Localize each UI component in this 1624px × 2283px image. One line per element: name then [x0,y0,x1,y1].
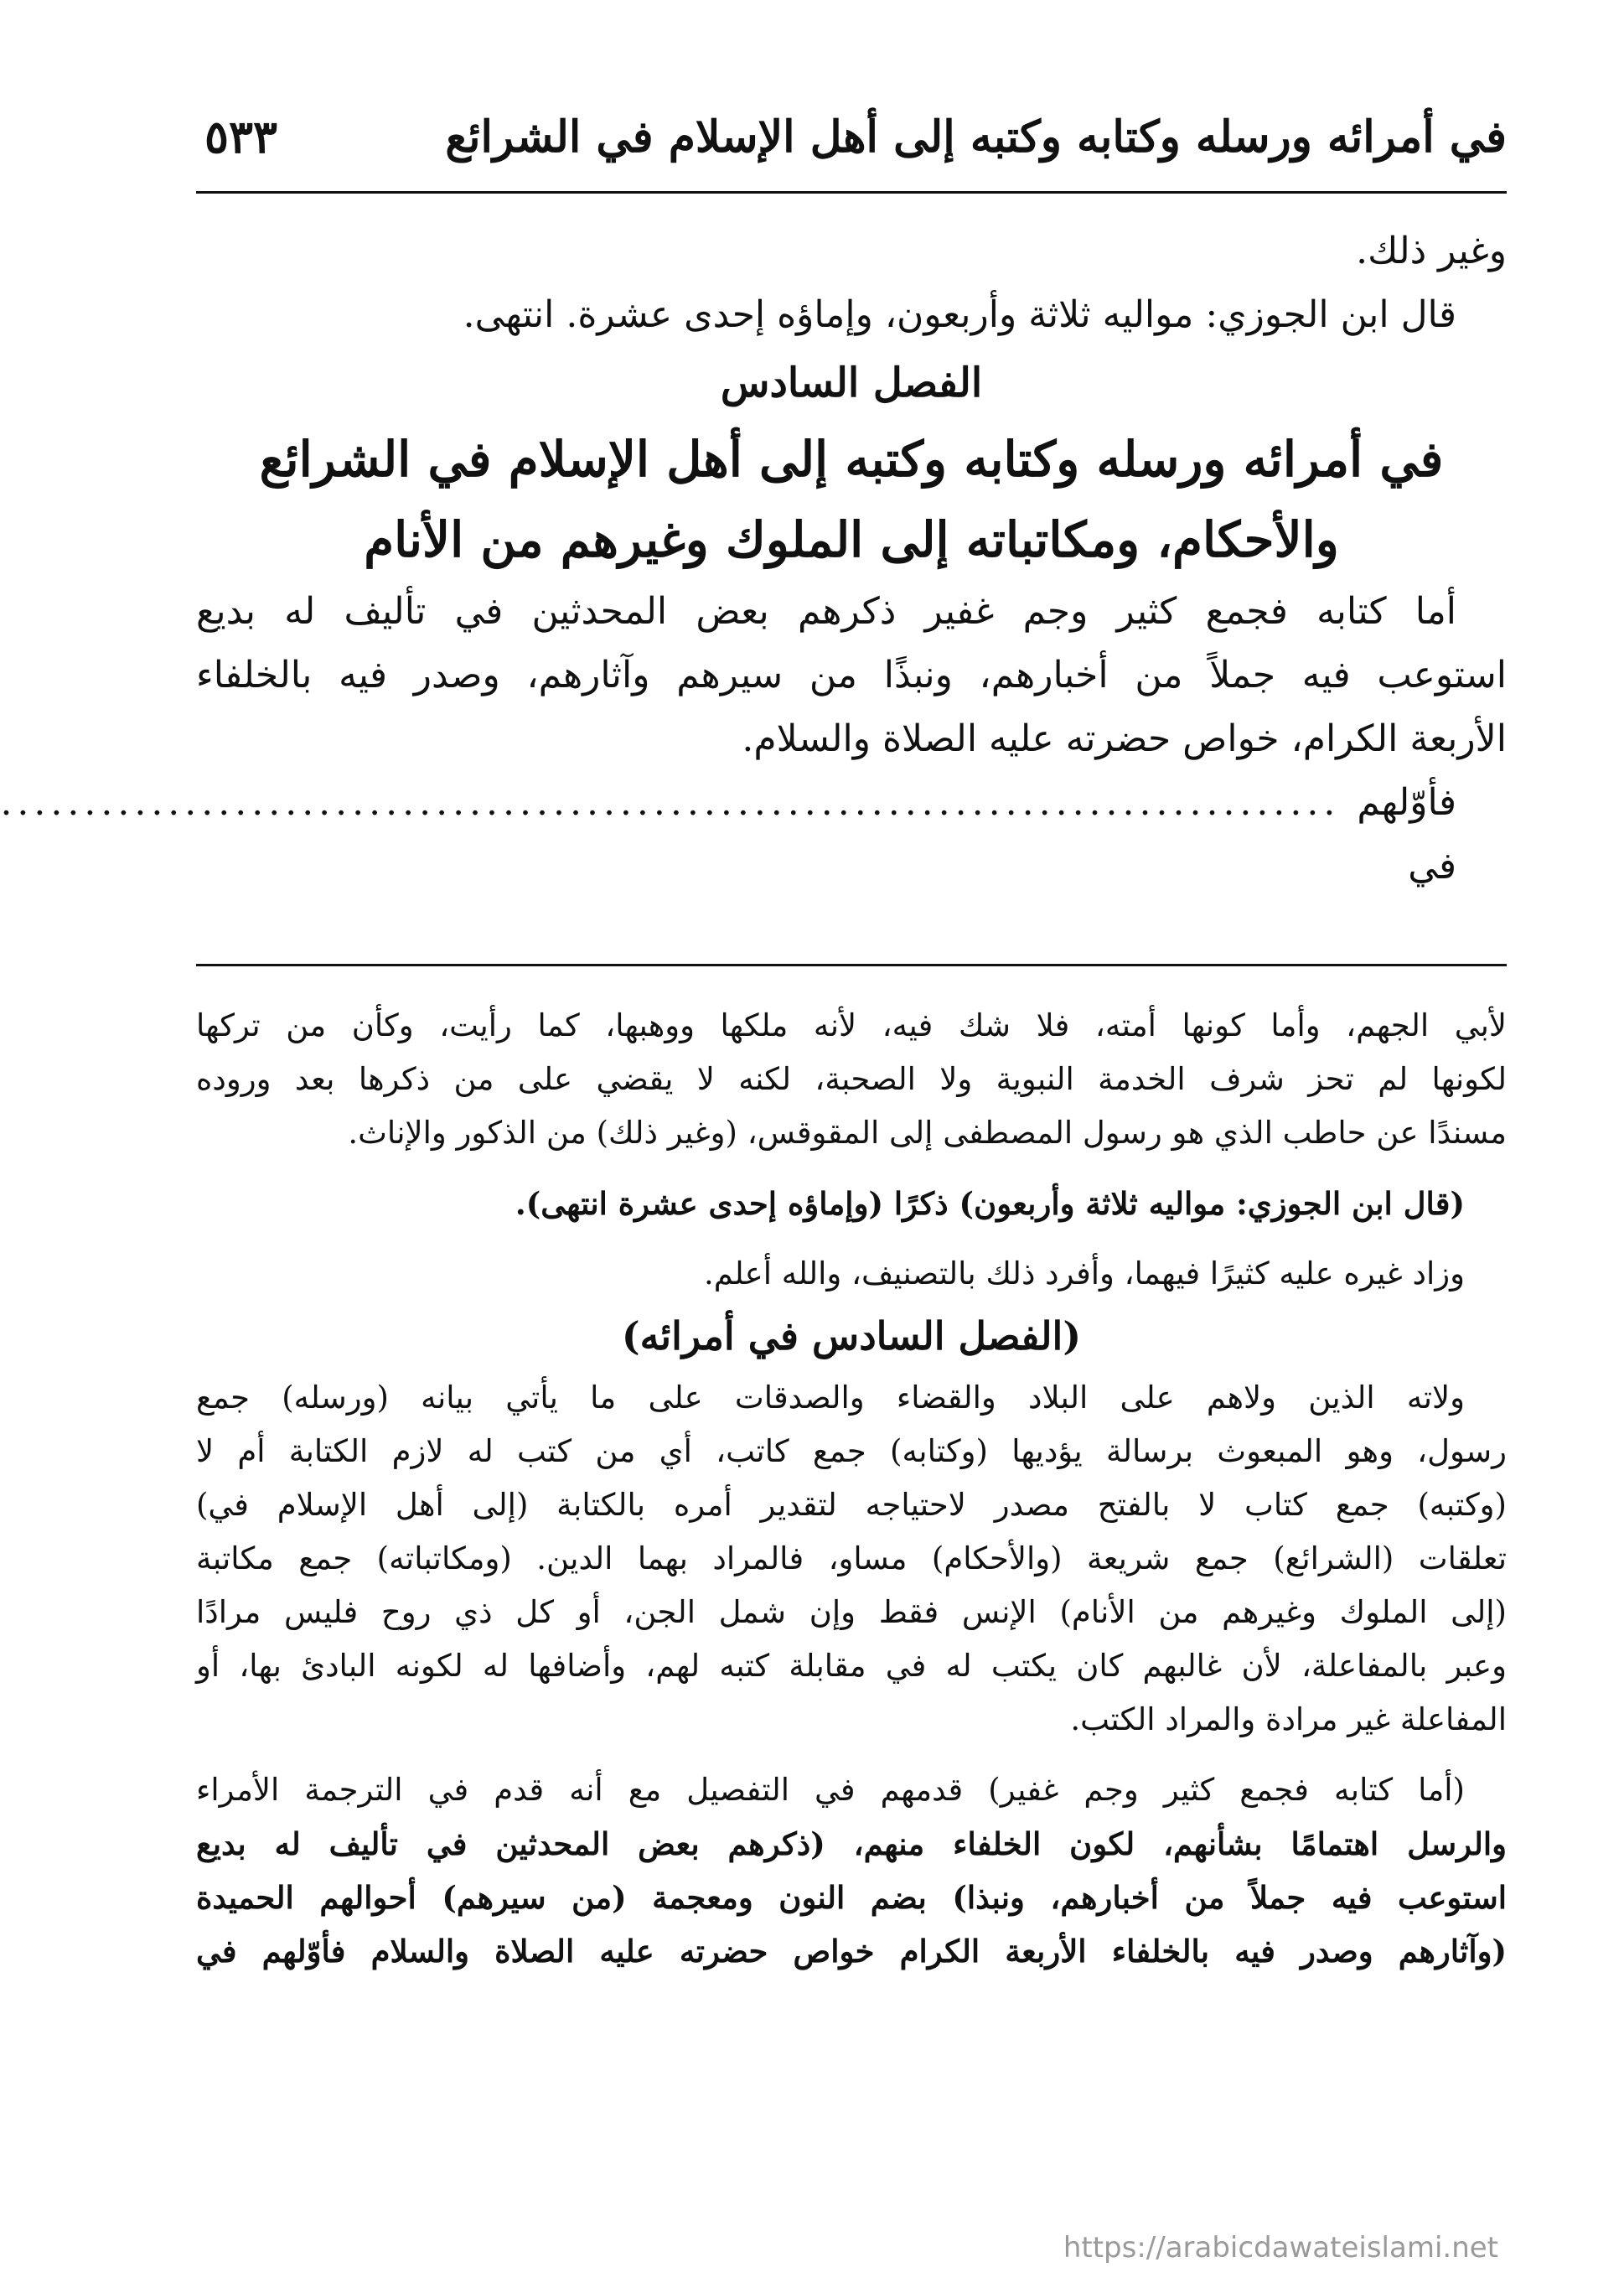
main-line-1: وغير ذلك. [1356,230,1507,272]
chapter-title: الفصل السادس [720,360,983,406]
paragraph-line-3: الأربعة الكرام، خواص حضرته عليه الصلاة والسلام. [742,717,1507,760]
paragraph-line-2: استوعب فيه جملاً من أخبارهم، ونبذًا من سيرهم وآثارهم، وصدر فيه بالخلفاء [196,654,1507,696]
running-header [204,99,1507,174]
commentary-p5-line-3: استوعب فيه جملاً من أخبارهم، ونبذا) بضم النون ومعجمة (من سيرهم) أحوالهم الحميدة [196,1879,1507,1916]
commentary [196,999,1507,1978]
page-number: ٥٣٣ [204,110,278,163]
continuation-text: فأوّلهم في [1357,781,1456,888]
commentary-p4-line-4: تعلقات (الشرائع) جمع شريعة (والأحكام) مساو، فالمراد بهما الدين. (ومكاتباته) جمع مكاتبة [196,1540,1507,1576]
commentary-p1-line-2: لكونها لم تحز شرف الخدمة النبوية ولا الصحبة، لكنه لا يقضي على من ذكرها بعد وروده [196,1061,1507,1097]
paragraph-line-1: أما كتابه فجمع كثير وجم غفير ذكرهم بعض المحدثين في تأليف له بديع [196,590,1456,633]
main-text [0,220,1507,898]
chapter-heading-line-1: في أمرائه ورسله وكتابه وكتبه إلى أهل الإسلام في الشرائع [259,431,1444,488]
commentary-p5-line-1: (أما كتابه فجمع كثير وجم غفير) قدمهم في التفصيل مع أنه قدم في الترجمة الأمراء [196,1772,1465,1808]
running-title: في أمرائه ورسله وكتابه وكتبه إلى أهل الإسلام في الشرائع [445,111,1507,163]
header-rule [196,191,1507,194]
commentary-p4-line-3: (وكتبه) جمع كتاب لا بالفتح مصدر لاحتياجه لتقدير أمره بالكتابة (إلى أهل الإسلام في) [196,1487,1507,1523]
continuation-line [0,771,1507,898]
commentary-p3: وزاد غيره عليه كثيرًا فيهما، وأفرد ذلك بالتصنيف، والله أعلم. [704,1255,1465,1292]
commentary-p1-line-1: لأبي الجهم، وأما كونها أمته، فلا شك فيه، لأنه ملكها ووهبها، كما رأيت، وكأن من تركها [196,1007,1507,1043]
chapter-heading-line-2: والأحكام، ومكاتباته إلى الملوك وغيرهم من الأنام [364,511,1339,568]
commentary-p4-line-6: وعبر بالمفاعلة، لأن غالبهم كان يكتب له في مقابلة كتبه لهم، وأضافها له لكونه البادئ بها، أو [196,1648,1507,1684]
commentary-heading: (الفصل السادس في أمرائه) [621,1313,1082,1359]
commentary-p4-line-5: (إلى الملوك وغيرهم من الأنام) الإنس فقط وإن شمل الجن، أو كل ذي روح فليس مرادًا [196,1594,1507,1630]
commentary-p4-line-7: المفاعلة غير مرادة والمراد الكتب. [1070,1701,1507,1737]
commentary-p2: (قال ابن الجوزي: مواليه ثلاثة وأربعون) ذكرًا (وإماؤه إحدى عشرة انتهى). [515,1185,1465,1222]
commentary-p1-line-3: مسندًا عن حاطب الذي هو رسول المصطفى إلى المقوقس، (وغير ذلك) من الذكور والإناث. [348,1115,1507,1151]
main-line-2: قال ابن الجوزي: مواليه ثلاثة وأربعون، وإماؤه إحدى عشرة. انتهى. [463,293,1456,336]
continuation-dots: ................................................................................ [0,781,1341,824]
commentary-p5-line-4: (وآثارهم وصدر فيه بالخلفاء الأربعة الكرام خواص حضرته عليه الصلاة والسلام فأوّلهم في [196,1933,1507,1970]
separator-rule [196,964,1507,966]
commentary-p4-line-2: رسول، وهو المبعوث برسالة يؤديها (وكتابه) جمع كاتب، أي من كتب له لازم الكتابة أم لا [196,1433,1507,1469]
commentary-p4-line-1: ولاته الذين ولاهم على البلاد والقضاء والصدقات على ما يأتي بيانه (ورسله) جمع [196,1380,1465,1416]
watermark-url: https://arabicdawateislami.net [1063,2231,1498,2265]
commentary-p5-line-2: والرسل اهتمامًا بشأنهم، لكون الخلفاء منهم، (ذكرهم بعض المحدثين في تأليف له بديع [196,1825,1507,1862]
